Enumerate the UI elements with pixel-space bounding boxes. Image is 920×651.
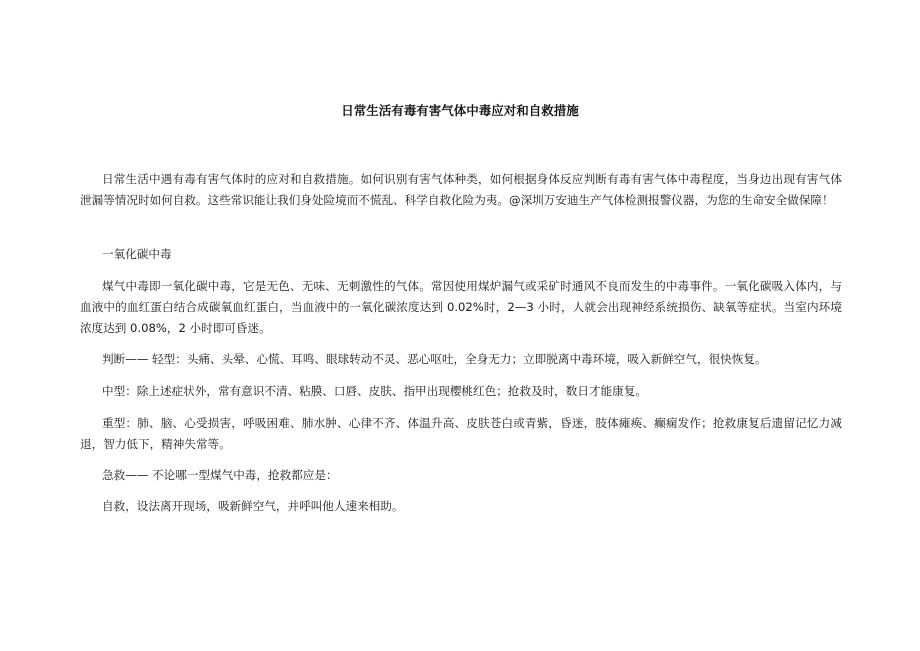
intro-paragraph: 日常生活中遇有毒有害气体时的应对和自救措施。如何识别有害气体种类，如何根据身体反应判断有毒有害气体中毒程度，当身边出现有害气体泄漏等情况时如何自救。这些常识能让我们身处险境而不慌乱、科学自救化险为夷。@深圳万安迪生产气体检测报警仪器，为您的生命安全做保障！ (80, 171, 842, 207)
document-title: 日常生活有毒有害气体中毒应对和自救措施 (341, 103, 579, 118)
carbon-monoxide-description: 煤气中毒即一氧化碳中毒，它是无色、无味、无刺激性的气体。常因使用煤炉漏气或采矿时通风不良而发生的中毒事件。一氧化碳吸入体内，与血液中的血红蛋白结合成碳氧血红蛋白，当血液中的一氧化碳浓度达到 0.02%时，2—3 小时，人就会出现神经系统损伤、缺氧等症状。当室内环境浓度达到 0.08%，2 小时即可昏迷。 (80, 278, 842, 335)
severe-symptoms-paragraph: 重型：肺、脑、心受损害，呼吸困难、肺水肿、心律不齐、体温升高、皮肤苍白或青紫，昏迷，肢体瘫痪、癫痫发作；抢救康复后遗留记忆力减退，智力低下，精神失常等。 (80, 415, 842, 451)
self-rescue-paragraph: 自救，设法离开现场，吸新鲜空气，并呼叫他人速来相助。 (102, 498, 404, 513)
moderate-symptoms-paragraph: 中型：除上述症状外，常有意识不清、粘膜、口唇、皮肤、指甲出现樱桃红色；抢救及时，数日才能康复。 (102, 383, 647, 398)
section-heading-carbon-monoxide: 一氧化碳中毒 (102, 246, 172, 261)
first-aid-paragraph: 急救—— 不论哪一型煤气中毒，抢救都应是： (102, 467, 338, 482)
mild-symptoms-paragraph: 判断—— 轻型：头痛、头晕、心慌、耳鸣、眼球转动不灵、恶心呕吐，全身无力；立即脱离中毒环境，吸入新鲜空气，很快恢复。 (102, 351, 767, 366)
